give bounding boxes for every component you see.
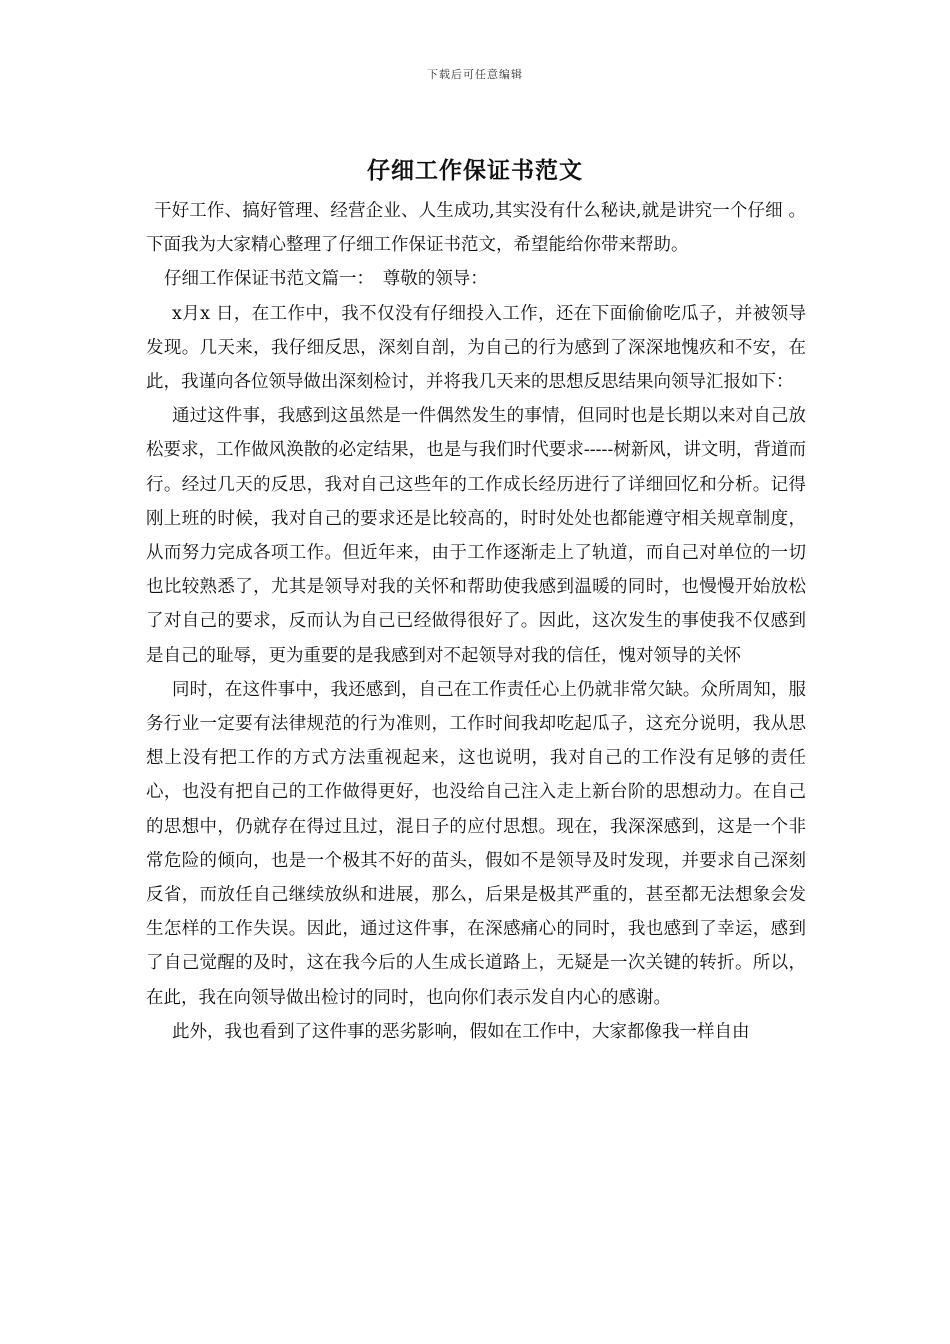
body-paragraph-4: 此外，我也看到了这件事的恶劣影响，假如在工作中，大家都像我一样自由 [172, 1021, 750, 1042]
body-paragraph-2: 通过这件事，我感到这虽然是一件偶然发生的事情，但同时也是长期以来对自己放松要求，工作做风涣散的必定结果，也是与我们时代要求-----树新风，讲文明，背道而行。经过几天的反思，我对自己这些年的工作成长经历进行了详细回忆和分析。记得刚上班的时候，我对自己的要求还是比较高的，时时处处也都能遵守相关规章制度，从而努力完成各项工作。但近年来，由于工作逐渐走上了轨道，而自己对单位的一切也比较熟悉了，尤其是领导对我的关怀和帮助使我感到温暖的同时，也慢慢开始放松了对自己的要求，反而认为自己已经做得很好了。因此，这次发生的事使我不仅感到是自己的耻辱，更为重要的是我感到对不起领导对我的信任，愧对领导的关怀 [146, 406, 806, 666]
body-paragraph-1: x月x 日，在工作中，我不仅没有仔细投入工作，还在下面偷偷吃瓜子，并被领导发现。几天来，我仔细反思，深刻自剖，为自己的行为感到了深深地愧疚和不安，在此，我谨向各位领导做出深刻检讨，并将我几天来的思想反思结果向领导汇报如下： [146, 303, 806, 393]
header-note: 下载后可任意编辑 [427, 68, 523, 81]
document-body [146, 194, 806, 1049]
intro-paragraph: 干好工作、搞好管理、经营企业、人生成功,其实没有什么秘诀,就是讲究一个仔细 。下面我为大家精心整理了仔细工作保证书范文，希望能给你带来帮助。 [146, 201, 806, 256]
section-heading: 仔细工作保证书范文篇一： 尊敬的领导： [164, 269, 488, 290]
body-paragraph-3: 同时，在这件事中，我还感到，自己在工作责任心上仍就非常欠缺。众所周知，服务行业一定要有法律规范的行为准则，工作时间我却吃起瓜子，这充分说明，我从思想上没有把工作的方式方法重视起来，这也说明，我对自己的工作没有足够的责任心，也没有把自己的工作做得更好，也没给自己注入走上新台阶的思想动力。在自己的思想中，仍就存在得过且过，混日子的应付思想。现在，我深深感到，这是一个非常危险的倾向，也是一个极其不好的苗头，假如不是领导及时发现，并要求自己深刻反省，而放任自己继续放纵和进展，那么，后果是极其严重的，甚至都无法想象会发生怎样的工作失误。因此，通过这件事，在深感痛心的同时，我也感到了幸运，感到了自己觉醒的及时，这在我今后的人生成长道路上，无疑是一次关键的转折。所以，在此，我在向领导做出检讨的同时，也向你们表示发自内心的感谢。 [146, 679, 806, 1008]
document-title: 仔细工作保证书范文 [367, 157, 583, 184]
